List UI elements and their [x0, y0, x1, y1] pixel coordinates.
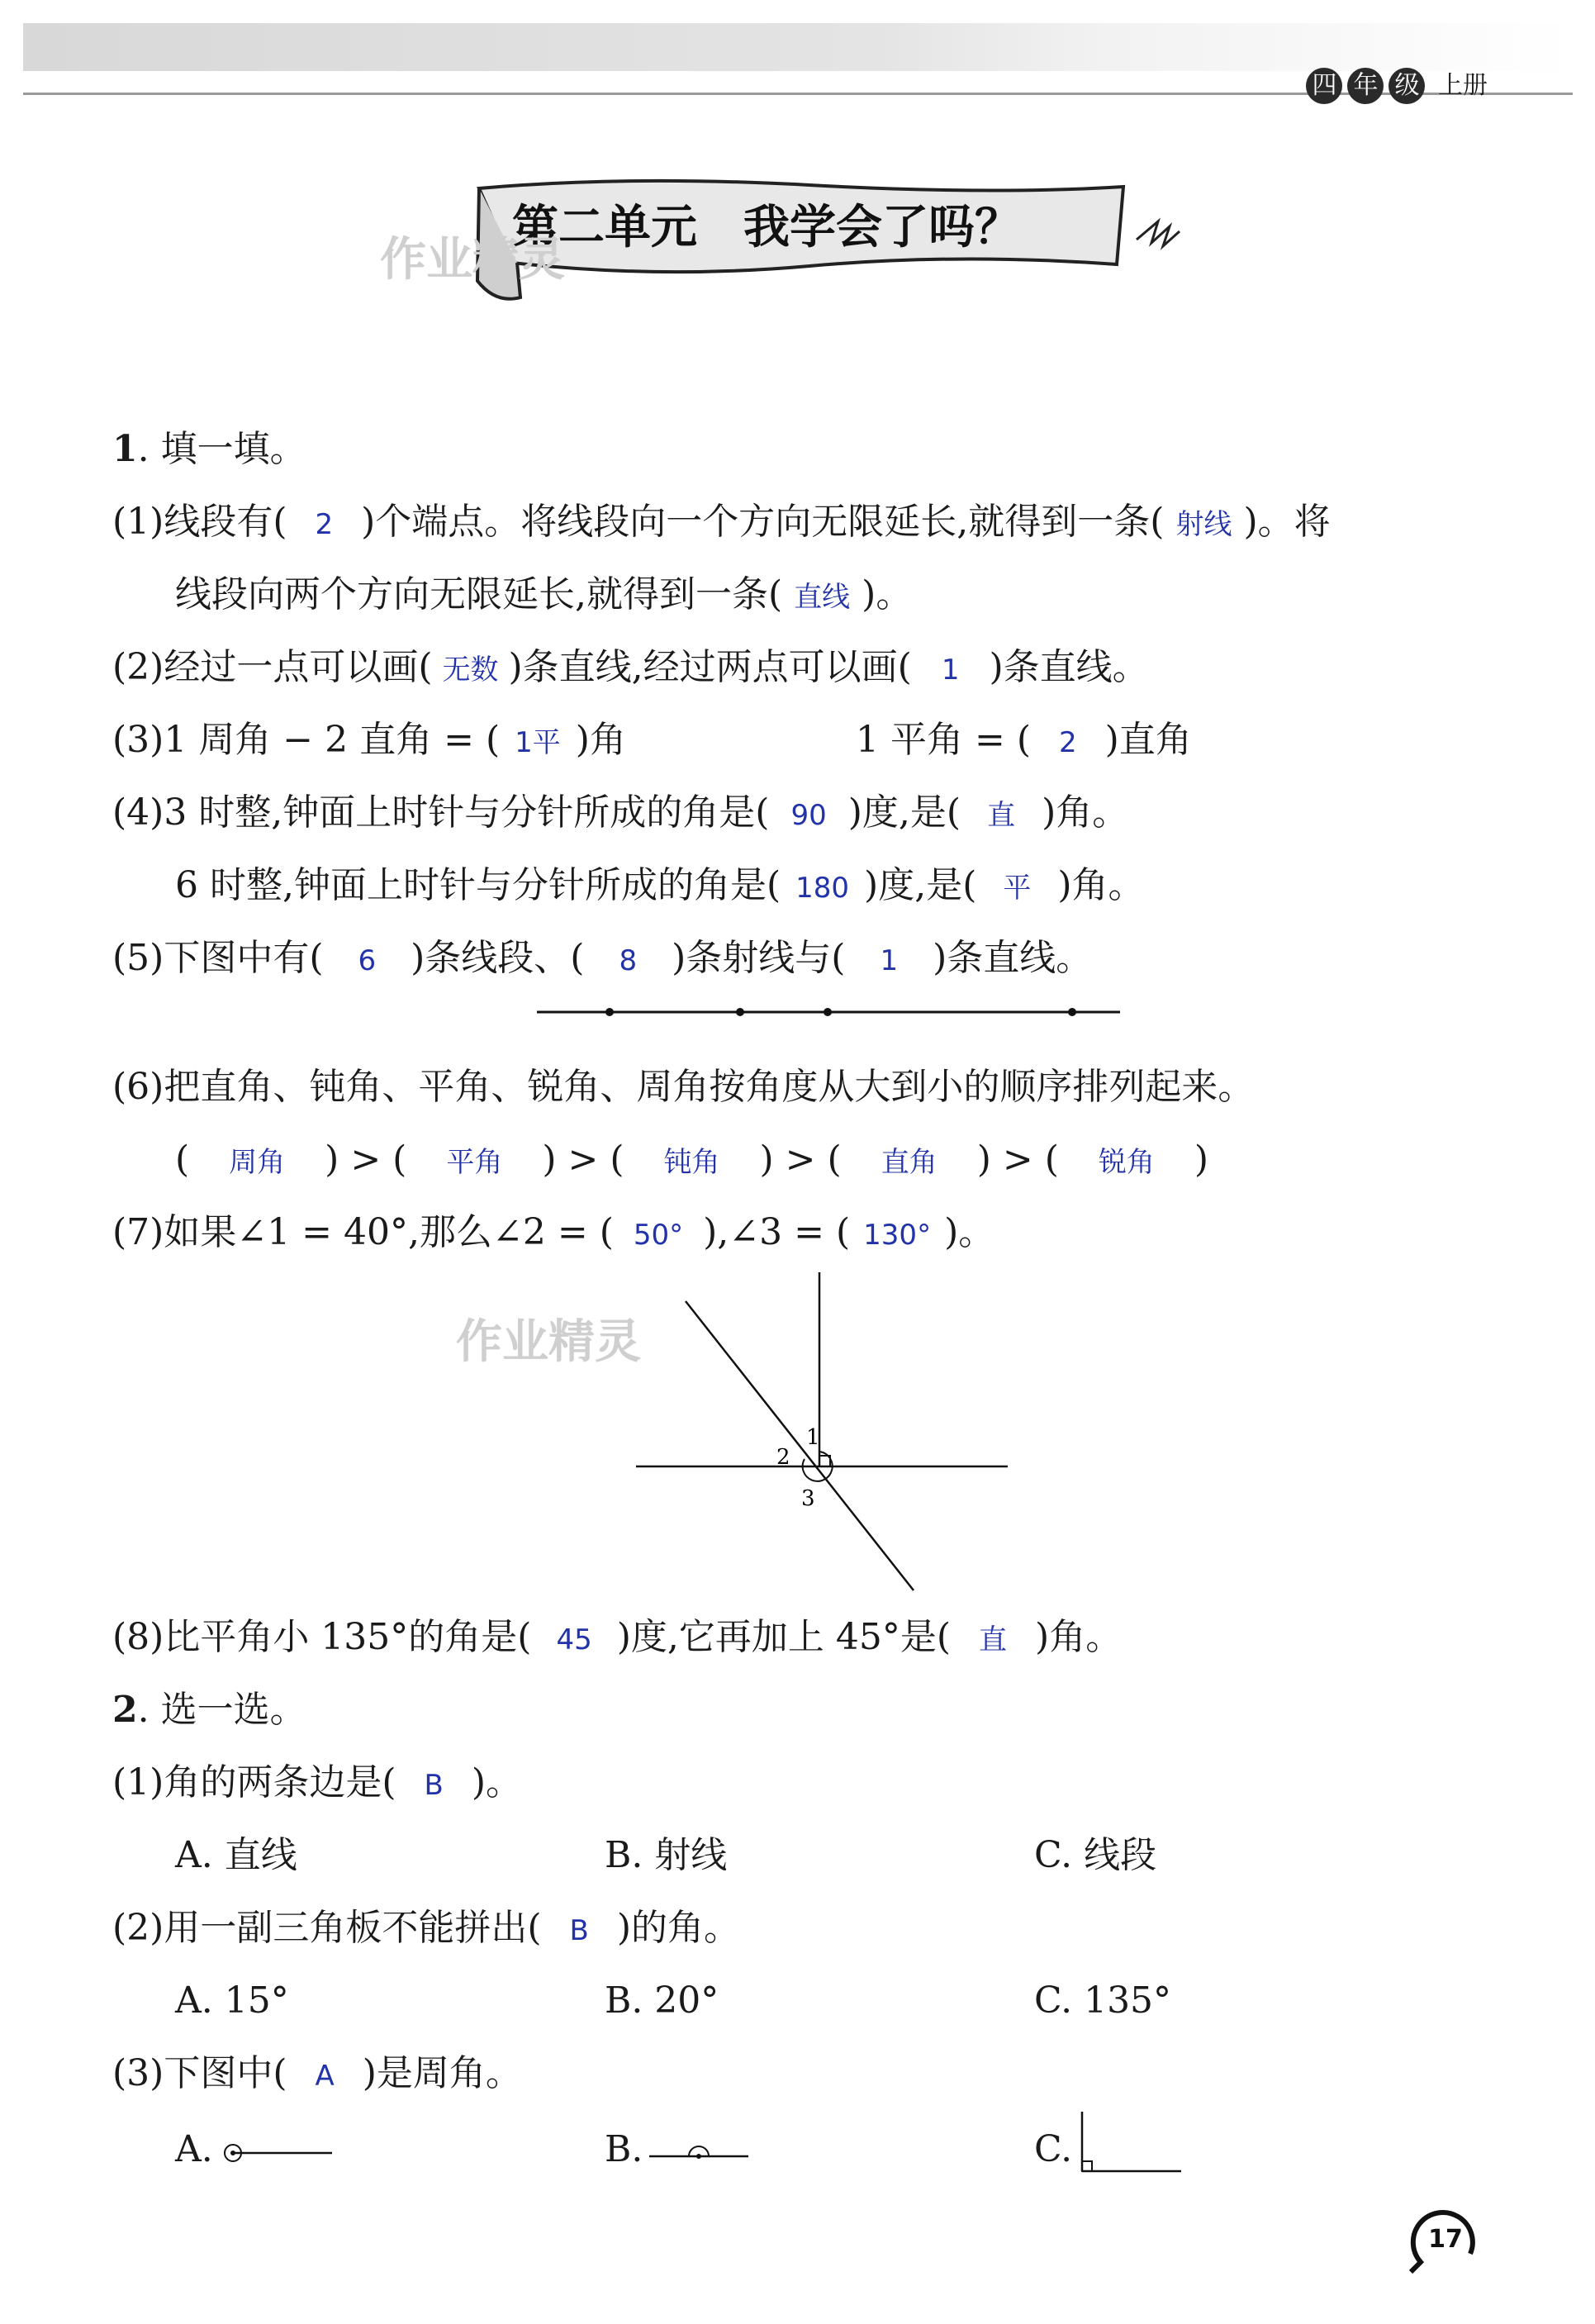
answer: 6	[358, 944, 377, 977]
answer: 直角	[881, 1146, 938, 1179]
answer: A	[315, 2060, 335, 2093]
page-number-badge	[1404, 2196, 1487, 2279]
q4-line2: 6 时整,钟面上时针与分针所成的角是( 180 )度,是( 平 )角。	[175, 864, 1145, 906]
answer: 45	[556, 1623, 592, 1656]
q7-line: (7)如果∠1 = 40°,那么∠2 = ( 50° ),∠3 = ( 130° )。	[112, 1211, 995, 1253]
answer: 130°	[863, 1219, 932, 1252]
angle-label-1: 1	[806, 1425, 820, 1450]
option-b: B.	[605, 2128, 643, 2170]
q2-line: (2)经过一点可以画( 无数 )条直线,经过两点可以画( 1 )条直线。	[112, 646, 1149, 688]
option-c: C. 135°	[1034, 1979, 1172, 2022]
s2-q3-line: (3)下图中( A )是周角。	[112, 2052, 522, 2094]
s2-q1-line: (1)角的两条边是( B )。	[112, 1761, 522, 1804]
section1-title: . 填一填。	[137, 428, 306, 470]
grade-label	[1306, 64, 1488, 104]
q8-line: (8)比平角小 135°的角是( 45 )度,它再加上 45°是( 直 )角。	[112, 1616, 1123, 1658]
option-b: B. 20°	[605, 1979, 719, 2022]
right-angle-figure	[1074, 2112, 1189, 2178]
point	[736, 1008, 744, 1016]
answer: 无数	[442, 653, 499, 687]
unit-banner	[463, 173, 1206, 314]
q1-line1: (1)线段有( 2 )个端点。将线段向一个方向无限延长,就得到一条( 射线 )。将	[112, 501, 1331, 543]
answer: 钝角	[663, 1146, 720, 1179]
page-number: 17	[1428, 2225, 1463, 2254]
answer: 90	[790, 799, 827, 832]
answer: 2	[1059, 726, 1077, 759]
lightning-icon	[1137, 221, 1180, 246]
answer: 直	[979, 1623, 1008, 1656]
option-b: B. 射线	[605, 1834, 728, 1876]
answer: 8	[619, 944, 638, 977]
answer: 平角	[446, 1146, 503, 1179]
answer: B	[424, 1769, 444, 1802]
angle-label-3: 3	[801, 1486, 815, 1511]
answer: 1	[941, 653, 960, 687]
section1-num: 1	[112, 428, 138, 470]
option-c: C. 线段	[1034, 1834, 1157, 1876]
straight-angle-figure	[649, 2136, 757, 2170]
q6-line: (6)把直角、钝角、平角、锐角、周角按角度从大到小的顺序排列起来。	[112, 1066, 1255, 1108]
answer: 1	[880, 944, 899, 977]
diagonal-line	[686, 1301, 914, 1590]
grade-char-1: 四	[1306, 68, 1342, 104]
volume-label: 上册	[1438, 71, 1488, 100]
section2-heading	[112, 1685, 306, 1735]
answer: 180	[795, 872, 850, 905]
point	[824, 1008, 832, 1016]
full-angle-figure	[216, 2136, 340, 2170]
answer: 直	[987, 799, 1016, 832]
option-c: C.	[1034, 2128, 1073, 2170]
answer: 2	[315, 508, 334, 541]
answer: B	[569, 1914, 589, 1947]
angle-label-2: 2	[776, 1445, 790, 1470]
section2-title: . 选一选。	[137, 1689, 306, 1731]
line-figure	[537, 1000, 1132, 1024]
q5-line: (5)下图中有( 6 )条线段、( 8 )条射线与( 1 )条直线。	[112, 937, 1093, 979]
banner-title: 第二单元 我学会了吗？	[512, 201, 1021, 254]
answer: 1平	[515, 726, 561, 759]
answer: 50°	[633, 1219, 684, 1252]
answer: 锐角	[1098, 1146, 1155, 1179]
q1-line2: 线段向两个方向无限延长,就得到一条( 直线 )。	[175, 573, 913, 615]
answer: 平	[1003, 872, 1032, 905]
point	[605, 1008, 614, 1016]
point	[1068, 1008, 1076, 1016]
q3-line-b: 1 平角 = ( 2 )直角	[856, 719, 1192, 761]
watermark-2: 作业精灵	[456, 1315, 641, 1369]
answer: 周角	[229, 1146, 286, 1179]
option-a: A. 15°	[175, 1979, 289, 2022]
answer: 射线	[1175, 508, 1232, 541]
section1-heading	[112, 425, 306, 474]
s2-q2-line: (2)用一副三角板不能拼出( B )的角。	[112, 1907, 740, 1949]
q4-line1: (4)3 时整,钟面上时针与分针所成的角是( 90 )度,是( 直 )角。	[112, 791, 1129, 834]
section2-num: 2	[112, 1689, 138, 1731]
q6-order: ( 周角 ) > ( 平角 ) > ( 钝角 ) > ( 直角 ) > ( 锐角 )	[175, 1138, 1209, 1181]
answer: 直线	[794, 581, 851, 614]
angle-figure	[636, 1272, 1032, 1594]
watermark-1: 作业精灵	[380, 233, 565, 287]
grade-char-3: 级	[1389, 68, 1425, 104]
option-a: A.	[175, 2128, 213, 2170]
q3-line-a: (3)1 周角 − 2 直角 = ( 1平 )角	[112, 719, 626, 761]
option-a: A. 直线	[175, 1834, 297, 1876]
grade-char-2: 年	[1347, 68, 1384, 104]
